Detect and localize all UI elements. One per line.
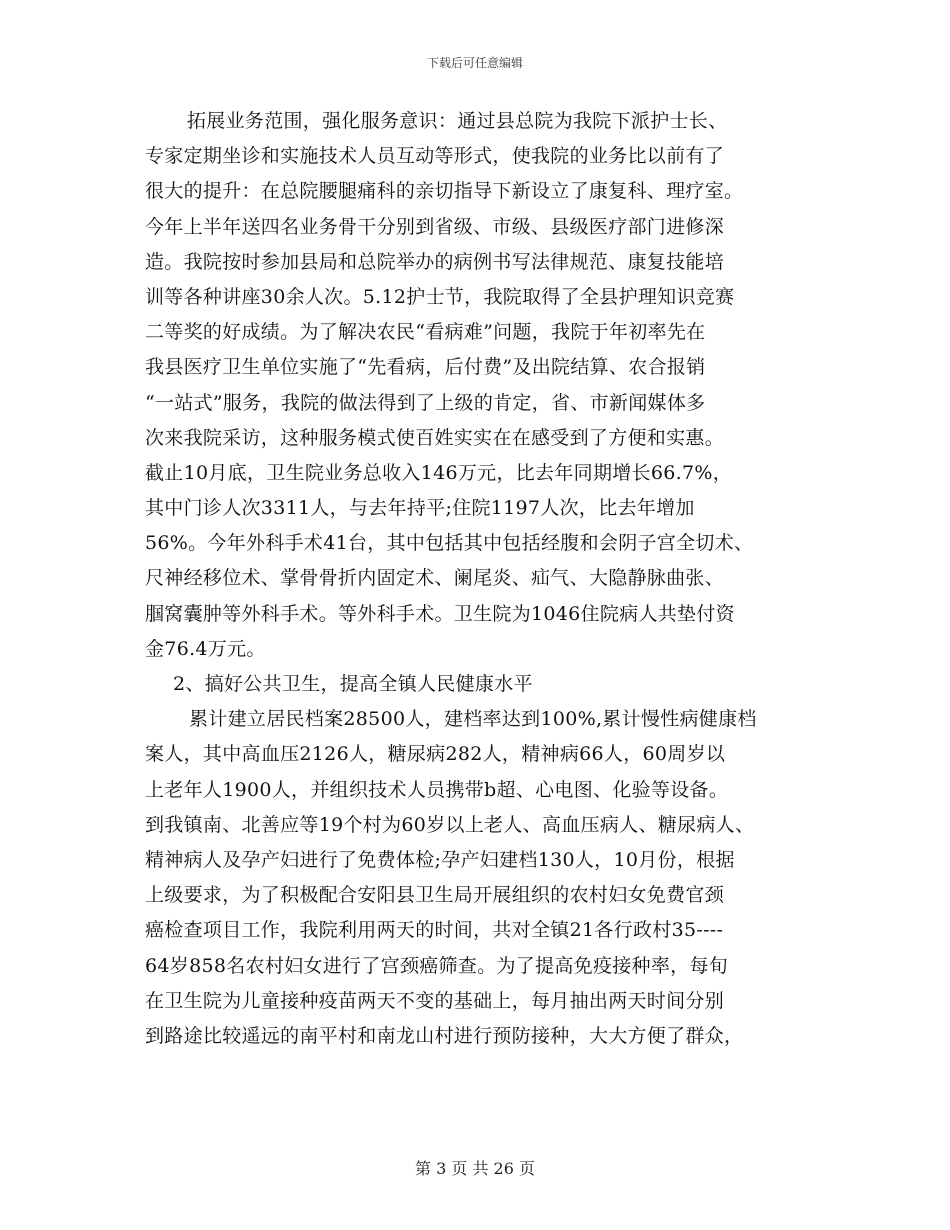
paragraph-line: 案人，其中高血压2126人，糖尿病282人，精神病66人，60周岁以 <box>145 743 726 766</box>
paragraph-line: 次来我院采访，这种服务模式使百姓实实在在感受到了方便和实惠。 <box>145 426 725 449</box>
paragraph-line: 尺神经移位术、掌骨骨折内固定术、阑尾炎、疝气、大隐静脉曲张、 <box>145 567 725 590</box>
page-number: 第 3 页 共 26 页 <box>415 1159 535 1178</box>
paragraph-line: 腘窝囊肿等外科手术。等外科手术。卫生院为1046住院病人共垫付资 <box>145 602 735 625</box>
section-heading: 2、搞好公共卫生，提高全镇人民健康水平 <box>173 673 533 695</box>
paragraph-line: 到我镇南、北善应等19个村为60岁以上老人、高血压病人、糖尿病人、 <box>145 813 755 836</box>
paragraph-line: 累计建立居民档案28500人，建档率达到100%,累计慢性病健康档 <box>189 708 757 731</box>
paragraph-line: 金76.4万元。 <box>145 637 266 660</box>
document-body <box>145 104 825 1054</box>
paragraph-line: 在卫生院为儿童接种疫苗两天不变的基础上，每月抽出两天时间分别 <box>145 989 725 1012</box>
paragraph-line: 上级要求，为了积极配合安阳县卫生局开展组织的农村妇女免费官颈 <box>145 884 725 907</box>
paragraph-line: 64岁858名农村妇女进行了宫颈癌筛查。为了提高免疫接种率，每旬 <box>145 954 729 977</box>
paragraph-line: 56%。今年外科手术41台，其中包括其中包括经腹和会阴子宫全切术、 <box>145 532 754 555</box>
paragraph-line: 到路途比较遥远的南平村和南龙山村进行预防接种，大大方便了群众， <box>145 1024 744 1047</box>
paragraph-line: “一站式”服务，我院的做法得到了上级的肯定，省、市新闻媒体多 <box>145 391 706 414</box>
paragraph-line: 癌检查项目工作，我院利用两天的时间，共对全镇21各行政村35---- <box>145 919 724 942</box>
paragraph-line: 二等奖的好成绩。为了解决农民“看病难”问题，我院于年初率先在 <box>145 321 706 344</box>
paragraph-line: 训等各种讲座30余人次。5.12护士节，我院取得了全县护理知识竞赛 <box>145 285 735 308</box>
paragraph-line: 精神病人及孕产妇进行了免费体检;孕产妇建档130人，10月份，根据 <box>145 848 735 871</box>
paragraph-line: 上老年人1900人，并组织技术人员携带b超、心电图、化验等设备。 <box>145 778 729 801</box>
paragraph-line: 今年上半年送四名业务骨干分别到省级、市级、县级医疗部门进修深 <box>145 215 725 238</box>
paragraph-line: 造。我院按时参加县局和总院举办的病例书写法律规范、康复技能培 <box>145 250 725 273</box>
paragraph-line: 其中门诊人次3311人，与去年持平;住院1197人次，比去年增加 <box>145 497 695 520</box>
paragraph-line: 我县医疗卫生单位实施了“先看病，后付费”及出院结算、农合报销 <box>145 356 706 379</box>
paragraph-line: 很大的提升：在总院腰腿痛科的亲切指导下新设立了康复科、理疗室。 <box>145 180 744 203</box>
paragraph-line: 专家定期坐诊和实施技术人员互动等形式，使我院的业务比以前有了 <box>145 145 725 168</box>
page-header-note: 下载后可任意编辑 <box>426 56 523 70</box>
paragraph-line: 截止10月底，卫生院业务总收入146万元，比去年同期增长66.7%， <box>145 461 733 484</box>
paragraph-line: 拓展业务范围，强化服务意识：通过县总院为我院下派护士长、 <box>187 110 728 132</box>
